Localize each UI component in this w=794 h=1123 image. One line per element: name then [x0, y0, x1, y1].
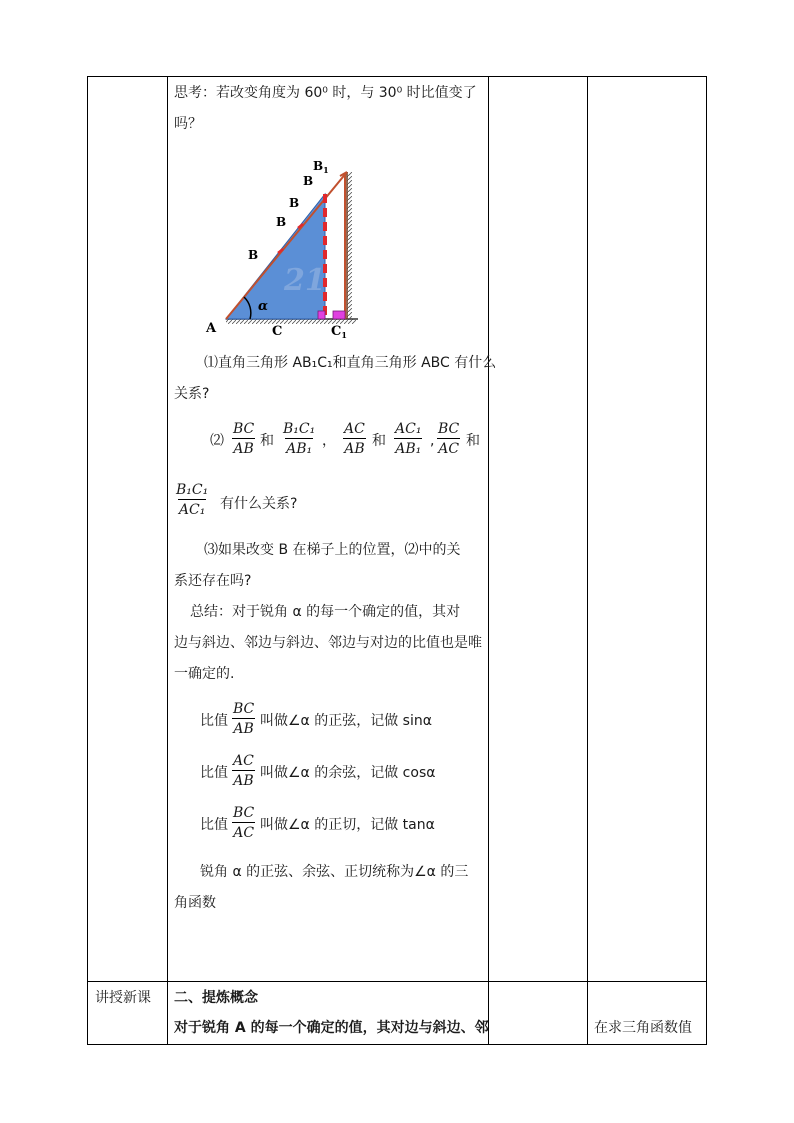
q1-line-1: ⑴直角三角形 AB₁C₁和直角三角形 ABC 有什么 — [204, 355, 497, 371]
q2-frac-2-num: B₁C₁ — [283, 421, 316, 437]
q2-prefix: ⑵ — [210, 433, 224, 449]
ladder-triangle-figure — [200, 152, 370, 342]
summary-line-3: 一确定的. — [174, 666, 235, 682]
table-border-left — [87, 76, 88, 1045]
row2-bold-line: 对于锐角 A 的每一个确定的值，其对边与斜边、邻 — [174, 1020, 489, 1036]
q2-frac-2 — [282, 421, 316, 457]
right-angle-c1 — [333, 311, 345, 319]
label-b-top: B — [303, 174, 314, 188]
table-divider-col1 — [167, 76, 168, 1045]
q2-frac-1-num: BC — [233, 421, 255, 437]
def-sin-frac — [232, 701, 255, 737]
q2-frac-6 — [175, 482, 209, 518]
conclusion-line-1: 锐角 α 的正弦、余弦、正切统称为∠α 的三 — [200, 864, 469, 880]
def-tan-prefix: 比值 — [200, 817, 228, 833]
q2-frac-6-den: AC₁ — [178, 499, 206, 518]
label-b-low: B — [276, 215, 287, 229]
q2-frac-3-den: AB — [343, 438, 365, 457]
summary-line-2: 边与斜边、邻边与斜边、邻边与对边的比值也是唯 — [174, 635, 482, 651]
q2-frac-5-den: AC — [437, 438, 460, 457]
row2-heading: 二、提炼概念 — [174, 990, 258, 1006]
q2-frac-1 — [232, 421, 255, 457]
label-a: A — [206, 321, 217, 336]
summary-line-1: 总结：对于锐角 α 的每一个确定的值，其对 — [190, 604, 461, 620]
think-line-2: 吗？ — [174, 116, 202, 132]
q2-and-2: 和 — [372, 433, 386, 449]
def-cos-den: AB — [232, 770, 254, 789]
table-row-divider — [87, 981, 707, 982]
q3-line-1: ⑶如果改变 B 在梯子上的位置，⑵中的关 — [204, 542, 461, 558]
q2-frac-3-num: AC — [344, 421, 365, 437]
q2-and-3: 和 — [466, 433, 480, 449]
table-border-top — [87, 76, 707, 77]
q2-frac-1-den: AB — [232, 438, 254, 457]
row2-right-note: 在求三角函数值 — [594, 1020, 692, 1036]
q2-and-1: 和 — [260, 433, 274, 449]
label-b1: $B_1$ — [313, 159, 329, 175]
q2-sep-1: ， — [322, 433, 336, 449]
def-cos-num: AC — [233, 753, 254, 769]
q2-frac-5 — [437, 421, 460, 457]
q2-sep-2: , — [430, 433, 435, 449]
label-alpha: α — [258, 299, 269, 314]
right-angle-c — [318, 311, 325, 319]
def-sin-num: BC — [233, 701, 255, 717]
def-sin-suffix: 叫做∠α 的正弦，记做 sinα — [260, 713, 432, 729]
table-border-right — [706, 76, 707, 1045]
def-tan-den: AC — [232, 822, 255, 841]
table-divider-col2 — [488, 76, 489, 1045]
q2-frac-3 — [343, 421, 366, 457]
label-b-mid: B — [289, 196, 300, 210]
table-divider-col3 — [587, 76, 588, 1045]
def-cos-suffix: 叫做∠α 的余弦，记做 cosα — [260, 765, 436, 781]
label-c: C — [272, 324, 283, 339]
table-border-bottom — [87, 1044, 707, 1045]
q1-line-2: 关系? — [174, 386, 210, 402]
def-cos-frac — [232, 753, 255, 789]
q2-suffix: 有什么关系? — [220, 496, 298, 512]
def-tan-suffix: 叫做∠α 的正切，记做 tanα — [260, 817, 435, 833]
q2-frac-4-den: AB₁ — [394, 438, 422, 457]
def-sin-den: AB — [232, 718, 254, 737]
q2-frac-5-num: BC — [438, 421, 460, 437]
def-tan-num: BC — [233, 805, 255, 821]
think-line-1: 思考：若改变角度为 60⁰ 时，与 30⁰ 时比值变了 — [174, 85, 477, 101]
q2-frac-6-num: B₁C₁ — [176, 482, 209, 498]
row2-label: 讲授新课 — [95, 990, 151, 1006]
q3-line-2: 系还存在吗? — [174, 573, 252, 589]
q2-frac-2-den: AB₁ — [285, 438, 313, 457]
label-b-left: B — [248, 248, 259, 262]
def-cos-prefix: 比值 — [200, 765, 228, 781]
q2-frac-4 — [394, 421, 422, 457]
watermark: 21 — [284, 263, 326, 298]
q2-frac-4-num: AC₁ — [395, 421, 422, 437]
def-tan-frac — [232, 805, 255, 841]
def-sin-prefix: 比值 — [200, 713, 228, 729]
conclusion-line-2: 角函数 — [174, 895, 216, 911]
label-c1: $C_1$ — [331, 324, 347, 340]
